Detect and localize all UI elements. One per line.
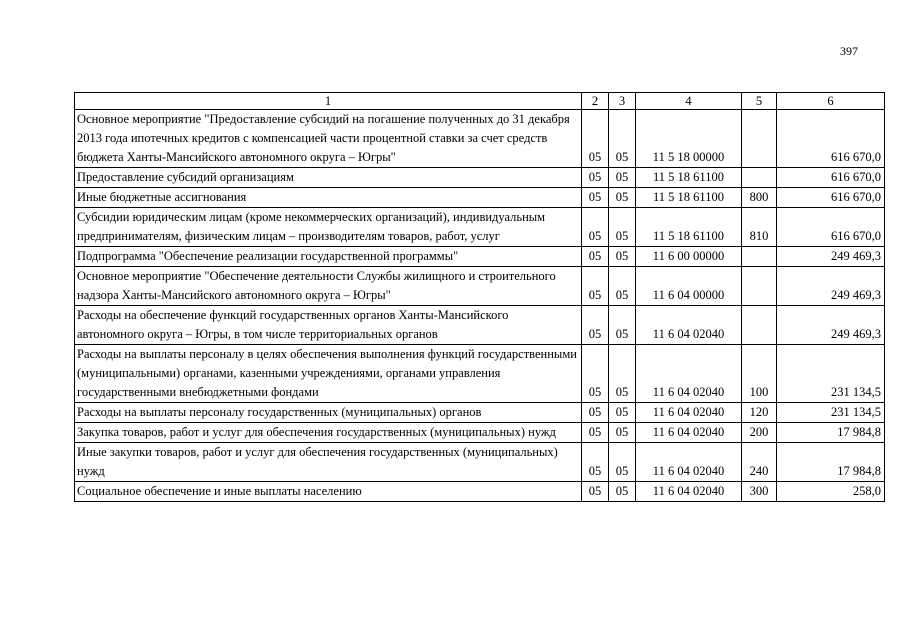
row-amount: 616 670,0 xyxy=(777,110,885,168)
row-name: Закупка товаров, работ и услуг для обеспечения государственных (муниципальных) нужд xyxy=(75,423,582,443)
row-subsection: 05 xyxy=(609,345,636,403)
column-header-4: 4 xyxy=(636,93,742,110)
row-name: Субсидии юридическим лицам (кроме некоммерческих организаций), индивидуальным предпринимателям, физическим лицам – производителям товаров, работ, услуг xyxy=(75,208,582,247)
row-amount: 249 469,3 xyxy=(777,306,885,345)
column-header-3: 3 xyxy=(609,93,636,110)
row-section: 05 xyxy=(582,168,609,188)
row-expense-type xyxy=(742,168,777,188)
row-subsection: 05 xyxy=(609,267,636,306)
row-expense-type xyxy=(742,306,777,345)
row-section: 05 xyxy=(582,345,609,403)
table-row xyxy=(75,443,885,482)
row-expense-type: 240 xyxy=(742,443,777,482)
row-section: 05 xyxy=(582,208,609,247)
row-amount: 249 469,3 xyxy=(777,267,885,306)
row-name: Основное мероприятие "Предоставление субсидий на погашение полученных до 31 декабря 2013 года ипотечных кредитов с компенсацией части процентной ставки за счет средств бюджета Ханты-Мансийского автономного округа – Югры" xyxy=(75,110,582,168)
table-row xyxy=(75,482,885,502)
row-subsection: 05 xyxy=(609,168,636,188)
row-expense-type: 300 xyxy=(742,482,777,502)
row-section: 05 xyxy=(582,267,609,306)
row-expense-type xyxy=(742,247,777,267)
row-target-code: 11 6 00 00000 xyxy=(636,247,742,267)
row-target-code: 11 6 04 02040 xyxy=(636,423,742,443)
row-expense-type: 810 xyxy=(742,208,777,247)
row-subsection: 05 xyxy=(609,443,636,482)
column-header-6: 6 xyxy=(777,93,885,110)
table-body xyxy=(75,110,885,502)
table-row xyxy=(75,188,885,208)
row-section: 05 xyxy=(582,247,609,267)
row-section: 05 xyxy=(582,443,609,482)
row-target-code: 11 6 04 00000 xyxy=(636,267,742,306)
row-section: 05 xyxy=(582,403,609,423)
row-target-code: 11 5 18 61100 xyxy=(636,168,742,188)
table-row xyxy=(75,345,885,403)
column-header-1: 1 xyxy=(75,93,582,110)
row-target-code: 11 6 04 02040 xyxy=(636,482,742,502)
row-expense-type: 120 xyxy=(742,403,777,423)
row-name: Расходы на обеспечение функций государственных органов Ханты-Мансийского автономного округа – Югры, в том числе территориальных органов xyxy=(75,306,582,345)
row-name: Расходы на выплаты персоналу государственных (муниципальных) органов xyxy=(75,403,582,423)
table-row xyxy=(75,423,885,443)
row-subsection: 05 xyxy=(609,423,636,443)
row-name: Социальное обеспечение и иные выплаты населению xyxy=(75,482,582,502)
row-subsection: 05 xyxy=(609,208,636,247)
row-expense-type: 100 xyxy=(742,345,777,403)
table-row xyxy=(75,267,885,306)
row-target-code: 11 5 18 61100 xyxy=(636,188,742,208)
row-subsection: 05 xyxy=(609,110,636,168)
table-row xyxy=(75,403,885,423)
table-row xyxy=(75,306,885,345)
row-expense-type xyxy=(742,110,777,168)
row-section: 05 xyxy=(582,482,609,502)
page-number: 397 xyxy=(840,44,858,58)
row-name: Предоставление субсидий организациям xyxy=(75,168,582,188)
table-row xyxy=(75,208,885,247)
row-name: Подпрограмма "Обеспечение реализации государственной программы" xyxy=(75,247,582,267)
row-section: 05 xyxy=(582,306,609,345)
row-name: Иные бюджетные ассигнования xyxy=(75,188,582,208)
budget-table xyxy=(74,92,885,502)
table-header xyxy=(75,93,885,110)
row-subsection: 05 xyxy=(609,188,636,208)
header-row xyxy=(75,93,885,110)
row-name: Иные закупки товаров, работ и услуг для обеспечения государственных (муниципальных) нужд xyxy=(75,443,582,482)
row-subsection: 05 xyxy=(609,403,636,423)
row-amount: 249 469,3 xyxy=(777,247,885,267)
row-subsection: 05 xyxy=(609,306,636,345)
row-amount: 17 984,8 xyxy=(777,423,885,443)
table-row xyxy=(75,168,885,188)
row-amount: 17 984,8 xyxy=(777,443,885,482)
row-amount: 258,0 xyxy=(777,482,885,502)
row-target-code: 11 6 04 02040 xyxy=(636,345,742,403)
column-header-5: 5 xyxy=(742,93,777,110)
row-name: Расходы на выплаты персоналу в целях обеспечения выполнения функций государственными (муниципальными) органами, казенными учреждениями, органами управления государственными внебюджетными фондами xyxy=(75,345,582,403)
row-target-code: 11 5 18 00000 xyxy=(636,110,742,168)
table-row xyxy=(75,247,885,267)
row-section: 05 xyxy=(582,110,609,168)
row-amount: 616 670,0 xyxy=(777,168,885,188)
column-header-2: 2 xyxy=(582,93,609,110)
row-target-code: 11 5 18 61100 xyxy=(636,208,742,247)
row-amount: 231 134,5 xyxy=(777,403,885,423)
row-amount: 616 670,0 xyxy=(777,208,885,247)
row-subsection: 05 xyxy=(609,482,636,502)
row-section: 05 xyxy=(582,188,609,208)
row-subsection: 05 xyxy=(609,247,636,267)
row-target-code: 11 6 04 02040 xyxy=(636,403,742,423)
row-section: 05 xyxy=(582,423,609,443)
row-expense-type: 200 xyxy=(742,423,777,443)
table-row xyxy=(75,110,885,168)
row-target-code: 11 6 04 02040 xyxy=(636,443,742,482)
row-expense-type: 800 xyxy=(742,188,777,208)
row-target-code: 11 6 04 02040 xyxy=(636,306,742,345)
row-name: Основное мероприятие "Обеспечение деятельности Службы жилищного и строительного надзора Ханты-Мансийского автономного округа – Югры" xyxy=(75,267,582,306)
row-amount: 616 670,0 xyxy=(777,188,885,208)
row-expense-type xyxy=(742,267,777,306)
row-amount: 231 134,5 xyxy=(777,345,885,403)
